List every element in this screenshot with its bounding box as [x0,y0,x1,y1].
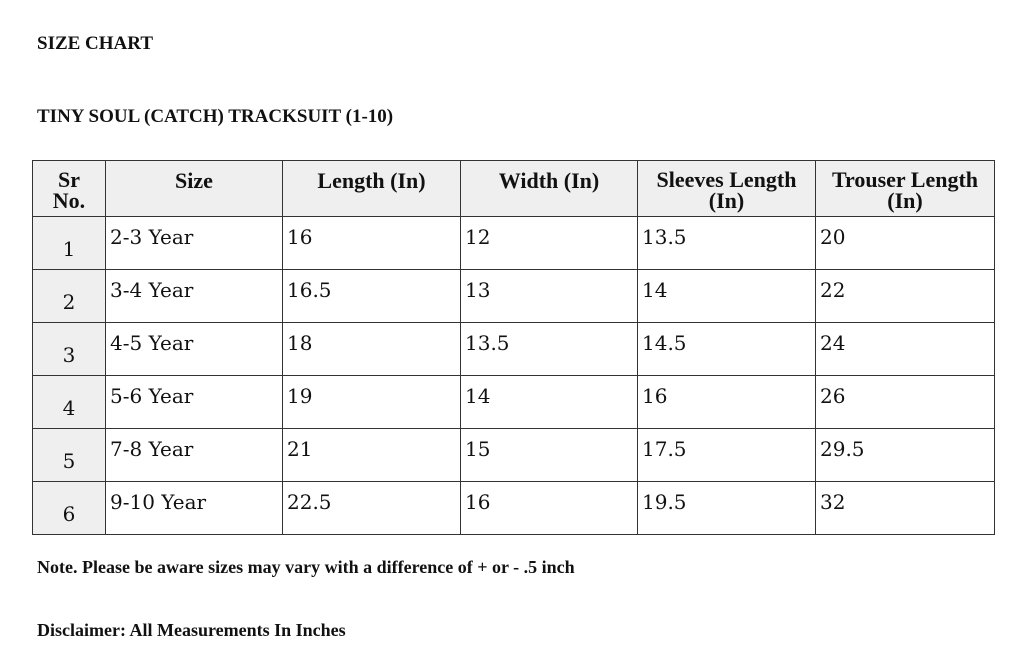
size-chart-table [32,160,995,535]
trouser-length-cell: 22 [816,270,995,323]
sleeves-length-cell: 14.5 [638,323,816,376]
size-cell: 3-4 Year [106,270,283,323]
header-size [106,161,283,217]
measurement-disclaimer: Disclaimer: All Measurements In Inches [37,620,346,640]
header-length [283,161,461,217]
size-cell: 2-3 Year [106,217,283,270]
size-cell: 7-8 Year [106,429,283,482]
sr-no-cell: 1 [33,217,106,270]
sr-no-cell: 4 [33,376,106,429]
header-label: Length (In) [317,168,426,193]
size-variance-note: Note. Please be aware sizes may vary with a difference of + or - .5 inch [37,557,575,577]
header-sr-no [33,161,106,217]
sr-no-cell: 2 [33,270,106,323]
sr-no-cell: 5 [33,429,106,482]
header-width [461,161,638,217]
trouser-length-cell: 20 [816,217,995,270]
length-cell: 18 [283,323,461,376]
page-title: SIZE CHART [37,33,154,54]
width-cell: 13 [461,270,638,323]
sleeves-length-cell: 17.5 [638,429,816,482]
sr-no-cell: 6 [33,482,106,535]
trouser-length-cell: 32 [816,482,995,535]
length-cell: 22.5 [283,482,461,535]
table-row [33,429,995,482]
width-cell: 14 [461,376,638,429]
header-trouser-length [816,161,995,217]
header-sleeves-length [638,161,816,217]
table-row [33,270,995,323]
size-cell: 4-5 Year [106,323,283,376]
length-cell: 21 [283,429,461,482]
trouser-length-cell: 24 [816,323,995,376]
width-cell: 16 [461,482,638,535]
sleeves-length-cell: 19.5 [638,482,816,535]
trouser-length-cell: 29.5 [816,429,995,482]
table-row [33,482,995,535]
header-label: Width (In) [498,168,600,193]
header-label: Sr No. [52,166,86,213]
sr-no-cell: 3 [33,323,106,376]
header-label: Trouser Length (In) [831,166,979,213]
length-cell: 16 [283,217,461,270]
sleeves-length-cell: 13.5 [638,217,816,270]
table-row [33,376,995,429]
header-row [33,161,995,217]
size-cell: 5-6 Year [106,376,283,429]
header-label: Size [175,168,213,193]
table-header [33,161,995,217]
table-row [33,323,995,376]
length-cell: 16.5 [283,270,461,323]
width-cell: 12 [461,217,638,270]
width-cell: 13.5 [461,323,638,376]
size-cell: 9-10 Year [106,482,283,535]
table-row [33,217,995,270]
table-body [33,217,995,535]
product-title: TINY SOUL (CATCH) TRACKSUIT (1-10) [37,106,394,127]
trouser-length-cell: 26 [816,376,995,429]
sleeves-length-cell: 14 [638,270,816,323]
sleeves-length-cell: 16 [638,376,816,429]
length-cell: 19 [283,376,461,429]
width-cell: 15 [461,429,638,482]
header-label: Sleeves Length (In) [656,166,797,213]
